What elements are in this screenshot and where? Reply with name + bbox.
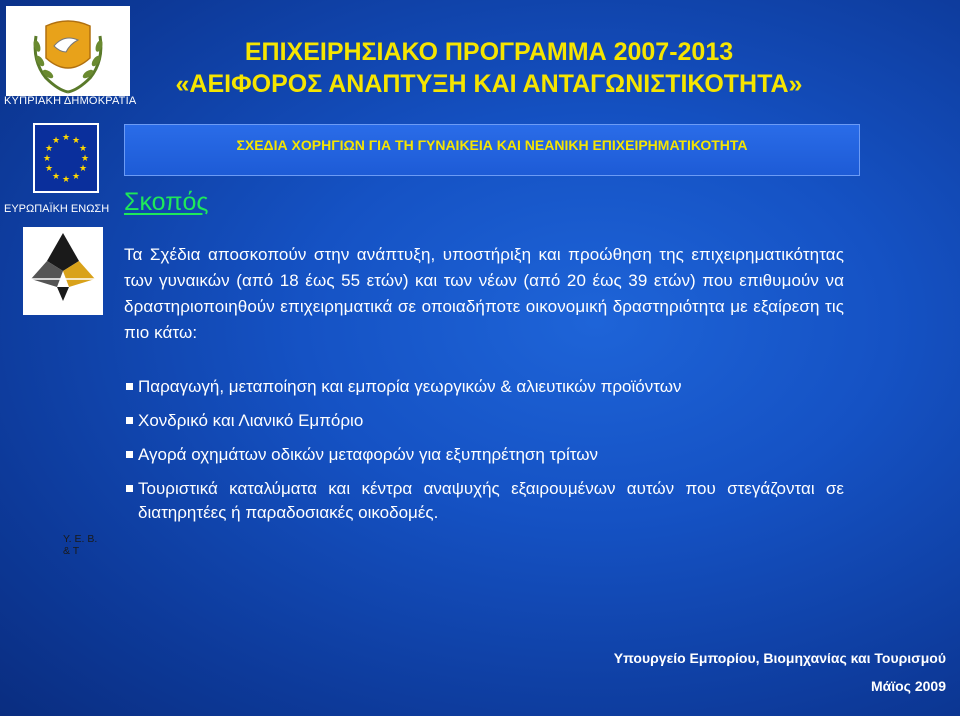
eu-label: ΕΥΡΩΠΑΪΚΗ ΕΝΩΣΗ	[4, 203, 110, 215]
svg-text:★: ★	[71, 136, 81, 146]
svg-text:★: ★	[71, 172, 81, 182]
svg-text:★: ★	[44, 144, 54, 154]
section-heading: Σκοπός	[124, 188, 209, 216]
svg-text:★: ★	[42, 154, 52, 164]
eu-stars-icon	[33, 123, 99, 193]
dove-shield-icon	[6, 6, 130, 96]
footer-date: Μάϊος 2009	[870, 678, 946, 694]
list-item: Αγορά οχημάτων οδικών μεταφορών για εξυπηρέτηση τρίτων	[124, 443, 844, 467]
ministry-emblem-icon	[23, 227, 103, 305]
svg-text:★: ★	[78, 144, 88, 154]
list-item: Τουριστικά καταλύματα και κέντρα αναψυχής εξαιρουμένων αυτών που στεγάζονται σε διατηρητέες ή παραδοσιακές οικοδομές.	[124, 477, 844, 525]
ministry-label: Υ. Ε. Β. & Τ	[63, 533, 98, 557]
svg-text:★: ★	[51, 136, 61, 146]
ministry-logo	[23, 227, 103, 557]
svg-text:★: ★	[51, 172, 61, 182]
footer-ministry: Υπουργείο Εμπορίου, Βιομηχανίας και Τουρισμού	[613, 650, 946, 666]
svg-text:★: ★	[44, 164, 54, 174]
cyprus-coat-of-arms-logo	[6, 6, 130, 96]
cyprus-label: ΚΥΠΡΙΑΚΗ ΔΗΜΟΚΡΑΤΙΑ	[4, 95, 137, 107]
scheme-banner	[124, 124, 860, 176]
list-item: Χονδρικό και Λιανικό Εμπόριο	[124, 409, 844, 433]
exclusions-list	[124, 375, 844, 535]
eu-flag-logo	[33, 123, 99, 193]
program-subtitle-title: «ΑΕΙΦΟΡΟΣ ΑΝΑΠΤΥΞΗ ΚΑΙ ΑΝΤΑΓΩΝΙΣΤΙΚΟΤΗΤΑ»	[175, 70, 803, 98]
program-title: ΕΠΙΧΕΙΡΗΣΙΑΚΟ ΠΡΟΓΡΑΜΜΑ 2007-2013	[244, 38, 734, 66]
svg-text:★: ★	[61, 133, 71, 143]
list-item: Παραγωγή, μεταποίηση και εμπορία γεωργικών & αλιευτικών προϊόντων	[124, 375, 844, 399]
svg-text:★: ★	[61, 175, 71, 185]
svg-text:★: ★	[78, 164, 88, 174]
scheme-title: ΣΧΕΔΙΑ ΧΟΡΗΓΙΩΝ ΓΙΑ ΤΗ ΓΥΝΑΙΚΕΙΑ ΚΑΙ ΝΕΑΝΙΚΗ ΕΠΙΧΕΙΡΗΜΑΤΙΚΟΤΗΤΑ	[236, 137, 748, 153]
purpose-paragraph: Τα Σχέδια αποσκοπούν στην ανάπτυξη, υποστήριξη και προώθηση της επιχειρηματικότητας των γυναικών (από 18 έως 55 ετών) και των νέων (από 20 έως 39 ετών) που επιθυμούν να δραστηριοποιηθούν επιχειρηματικά σε οποιαδήποτε οικονομική δραστηριότητα με εξαίρεση τις πιο κάτω:	[124, 245, 844, 342]
svg-text:★: ★	[80, 154, 90, 164]
